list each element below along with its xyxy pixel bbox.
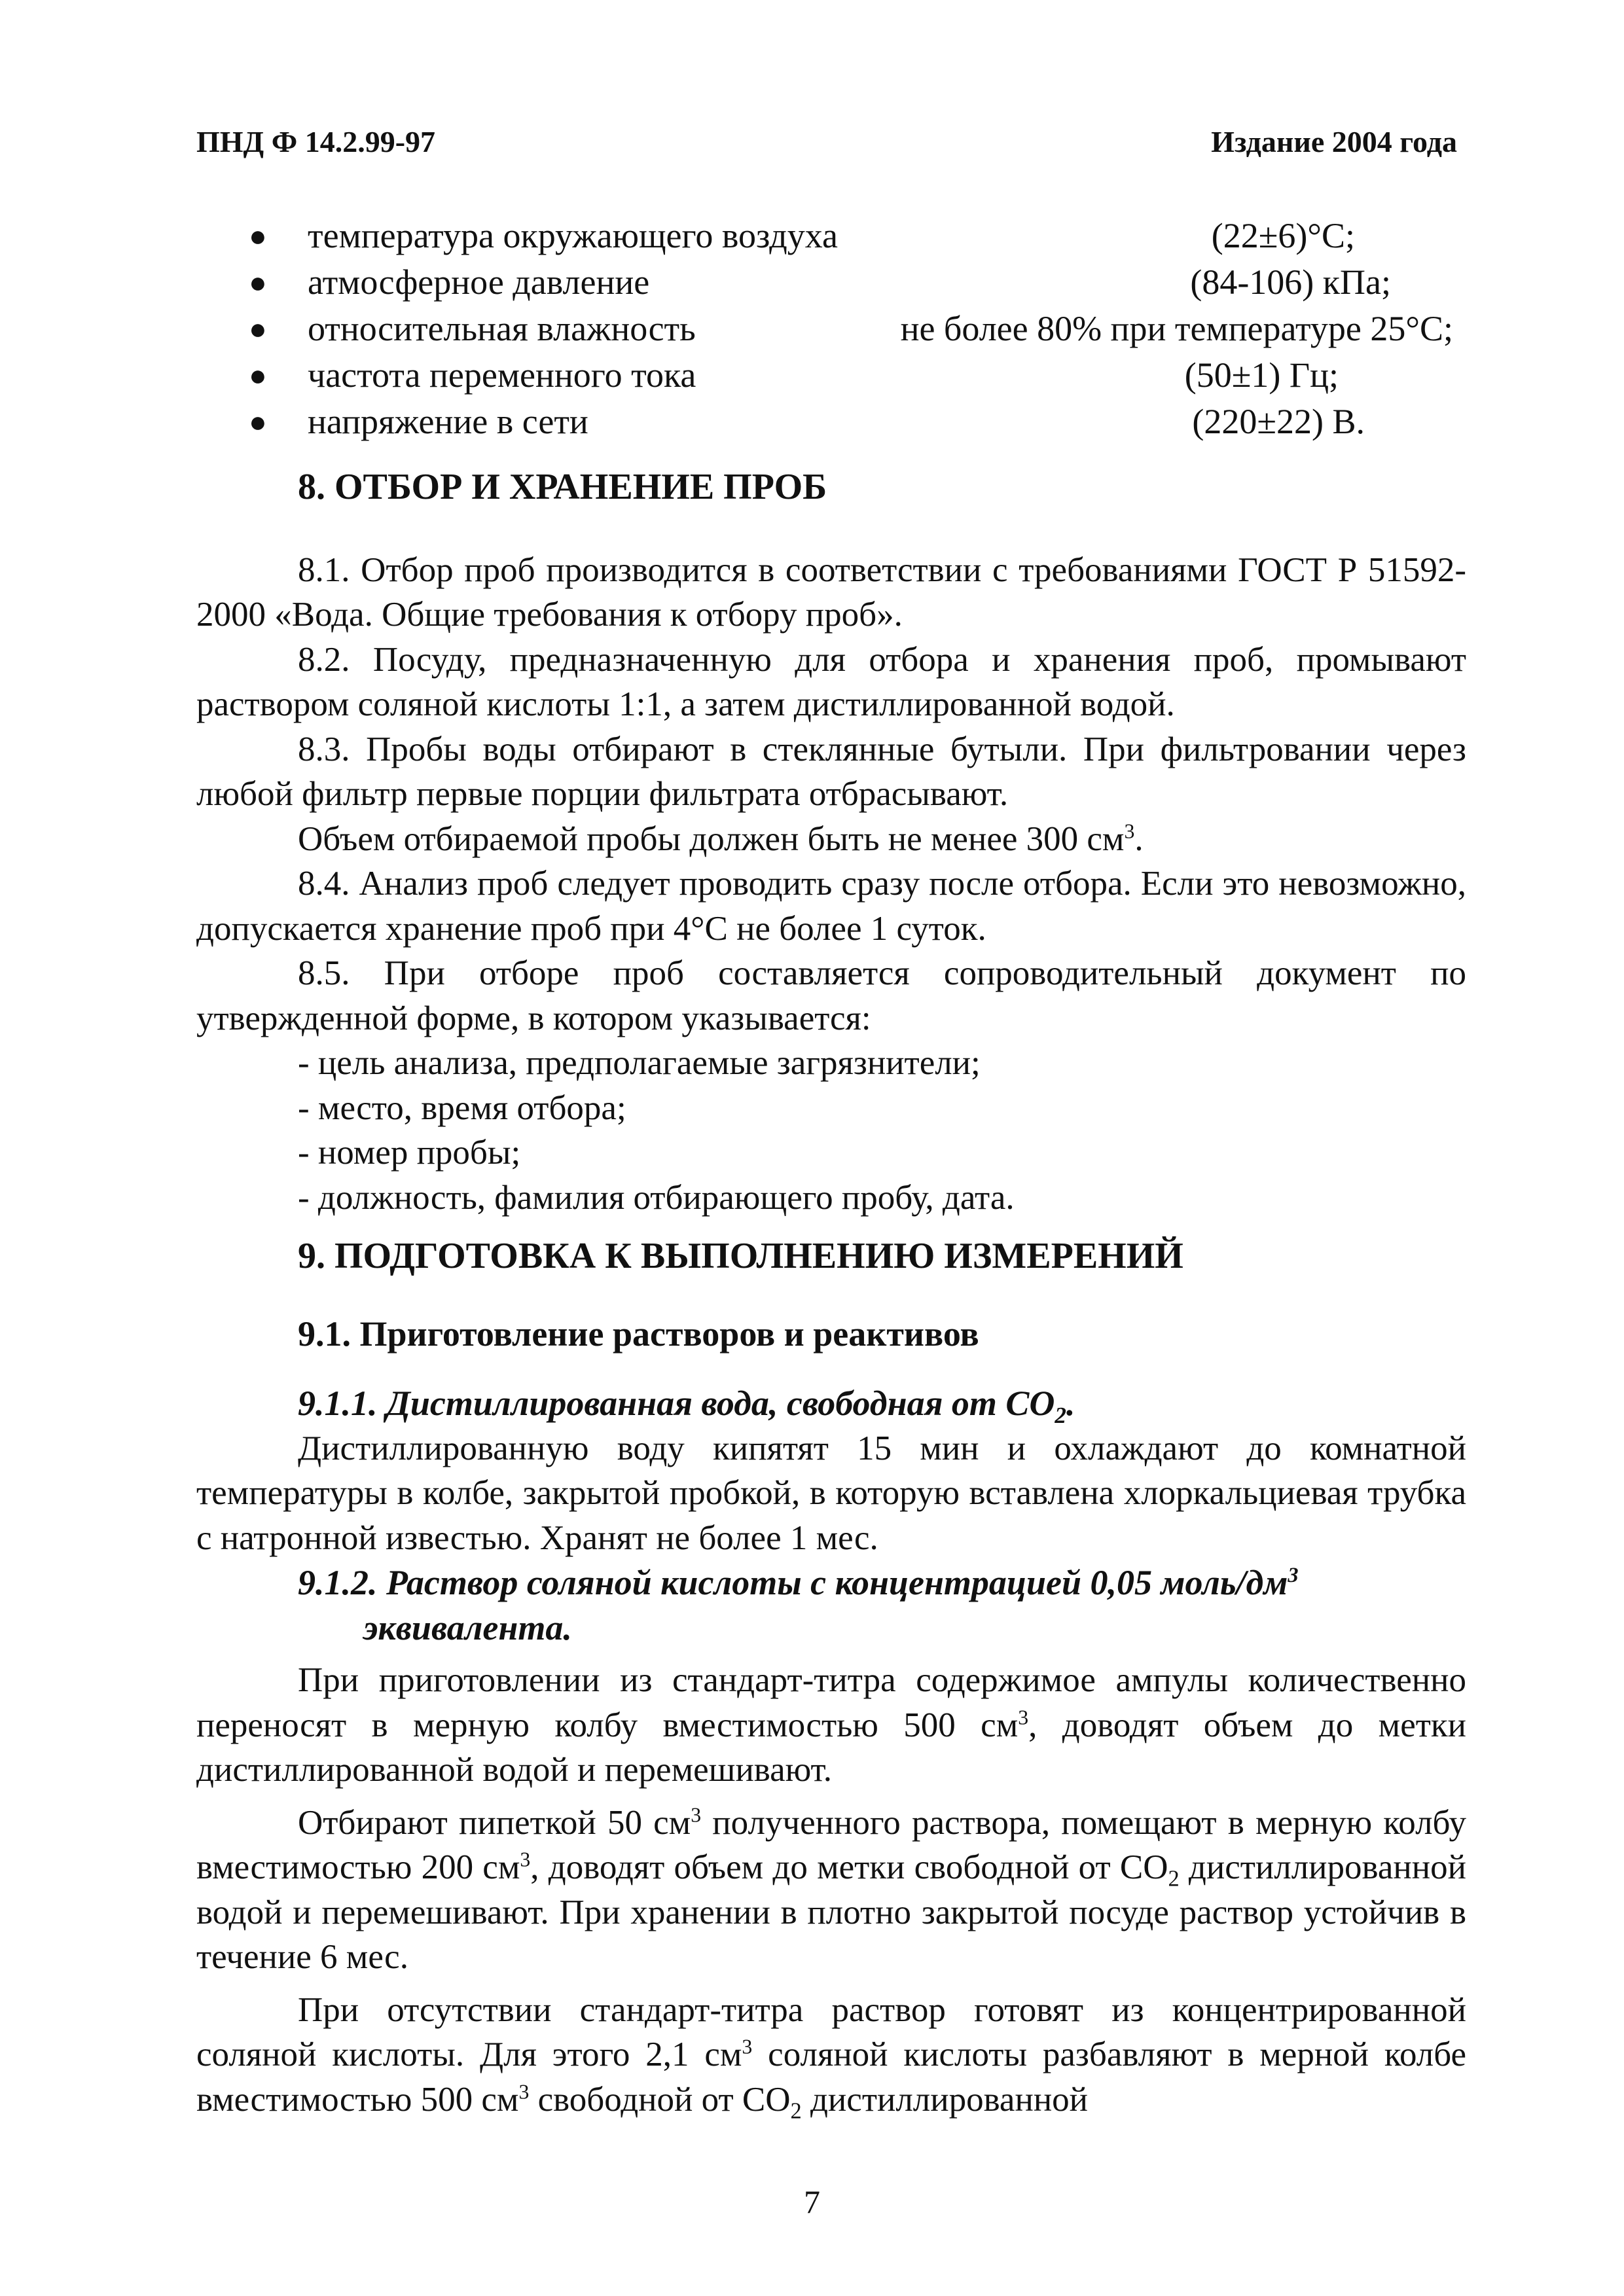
condition-value: (50±1) Гц; <box>1184 355 1339 395</box>
text: полученного раствора, помещают в мерную колбу вместимостью 200 см <box>196 1803 1466 1886</box>
condition-value: (84-106) кПа; <box>1190 262 1391 302</box>
subscript: 2 <box>790 2098 802 2124</box>
punctuation: . <box>1134 819 1144 858</box>
section-8-title: 8. ОТБОР И ХРАНЕНИЕ ПРОБ <box>298 467 827 507</box>
paragraph-8-4: 8.4. Анализ проб следует проводить сразу после отбора. Если это невозможно, допускается хранение проб при 4°С не более 1 суток. <box>196 865 1466 948</box>
paragraph-8-5: 8.5. При отборе проб составляется сопроводительный документ по утвержденной форме, в котором указывается: <box>196 954 1466 1037</box>
text: дистиллированной <box>801 2080 1089 2119</box>
list-item: - номер пробы; <box>298 1134 521 1172</box>
list-item: - место, время отбора; <box>298 1088 626 1127</box>
heading-text: 9.1.2. Раствор соляной кислоты с концентрацией 0,05 моль/дм <box>298 1563 1288 1602</box>
text: соляной кислоты разбавляют в мерной колбе вместимостью 500 см <box>196 2036 1466 2119</box>
condition-label: напряжение в сети <box>308 402 588 441</box>
superscript: 3 <box>520 1848 531 1871</box>
text: , доводят объем до метки свободной от СО <box>530 1848 1168 1886</box>
paragraph-8-1: 8.1. Отбор проб производится в соответствии с требованиями ГОСТ Р 51592-2000 «Вода. Общие требования к отбору проб». <box>196 550 1466 634</box>
text: Отбирают пипеткой 50 см <box>298 1803 691 1842</box>
condition-row <box>249 259 1453 306</box>
text: При приготовлении из стандарт-титра содержимое ампулы количественно переносят в мерную колбу вместимостью 500 см <box>196 1661 1466 1744</box>
subscript: 2 <box>1055 1402 1066 1428</box>
condition-label: частота переменного тока <box>308 355 696 395</box>
subsection-9-1-2-title <box>298 1560 1466 1605</box>
paragraph-8-3: 8.3. Пробы воды отбирают в стеклянные бутыли. При фильтровании через любой фильтр первые порции фильтрата отбрасывают. <box>196 730 1466 813</box>
text: При отсутствии стандарт-титра раствор готовят из концентрированной соляной кислоты. Для этого 2,1 см <box>196 1990 1466 2073</box>
superscript: 3 <box>518 2079 530 2103</box>
subsection-9-1-title: 9.1. Приготовление растворов и реактивов <box>298 1314 979 1354</box>
superscript: 3 <box>691 1803 702 1826</box>
list-item: - должность, фамилия отбирающего пробу, дата. <box>298 1178 1015 1217</box>
condition-row <box>249 306 1453 352</box>
document-code: ПНД Ф 14.2.99-97 <box>196 125 436 158</box>
paragraph-sample-volume <box>196 817 1466 862</box>
paragraph-9-1-2-a <box>196 1658 1466 1793</box>
section-9-title: 9. ПОДГОТОВКА К ВЫПОЛНЕНИЮ ИЗМЕРЕНИЙ <box>298 1236 1183 1276</box>
bullet-icon: ● <box>249 312 267 346</box>
page-number: 7 <box>804 2183 820 2220</box>
condition-row <box>249 399 1453 445</box>
superscript: 3 <box>1288 1564 1299 1587</box>
conditions-list <box>249 213 1453 445</box>
condition-row <box>249 352 1453 399</box>
condition-label: температура окружающего воздуха <box>308 216 839 255</box>
section-9 <box>196 1234 1466 2122</box>
text: свободной от СО <box>529 2080 791 2119</box>
edition-label: Издание 2004 года <box>1211 125 1457 158</box>
condition-value: (220±22) В. <box>1192 402 1365 441</box>
sample-volume-text: Объем отбираемой пробы должен быть не менее 300 см <box>298 819 1125 858</box>
bullet-icon: ● <box>249 359 267 392</box>
bullet-icon: ● <box>249 266 267 299</box>
paragraph-9-1-2-b <box>196 1801 1466 1980</box>
paragraph-9-1-2-c <box>196 1988 1466 2123</box>
heading-text: 9.1.1. Дистиллированная вода, свободная от СО <box>298 1384 1055 1423</box>
superscript: 3 <box>742 2035 753 2058</box>
condition-row <box>249 213 1453 259</box>
subsection-9-1-2-title-line2: эквивалента. <box>363 1607 572 1647</box>
bullet-icon: ● <box>249 405 267 439</box>
paragraph-9-1-1: Дистиллированную воду кипятят 15 мин и охлаждают до комнатной температуры в колбе, закрытой пробкой, в которую вставлена хлоркальциевая трубка с натронной известью. Хранят не более 1 мес. <box>196 1429 1466 1557</box>
superscript: 3 <box>1018 1705 1029 1729</box>
section-8 <box>196 465 1466 1220</box>
subscript: 2 <box>1168 1866 1180 1892</box>
list-item: - цель анализа, предполагаемые загрязнители; <box>298 1044 981 1082</box>
condition-label: относительная влажность <box>308 309 696 348</box>
text: дистиллированной водой и перемешивают. При хранении в плотно закрытой посуде раствор устойчив в течение 6 мес. <box>196 1848 1466 1976</box>
paragraph-8-2: 8.2. Посуду, предназначенную для отбора и хранения проб, промывают раствором соляной кислоты 1:1, а затем дистиллированной водой. <box>196 640 1466 723</box>
punctuation: . <box>1066 1384 1075 1423</box>
superscript: 3 <box>1124 819 1135 842</box>
subsection-9-1-1-title <box>298 1381 1466 1426</box>
condition-value: (22±6)°С; <box>1211 216 1355 255</box>
bullet-icon: ● <box>249 219 267 253</box>
condition-label: атмосферное давление <box>308 262 650 302</box>
condition-value: не более 80% при температуре 25°С; <box>900 309 1453 348</box>
text: , доводят объем до метки дистиллированной водой и перемешивают. <box>196 1706 1466 1789</box>
